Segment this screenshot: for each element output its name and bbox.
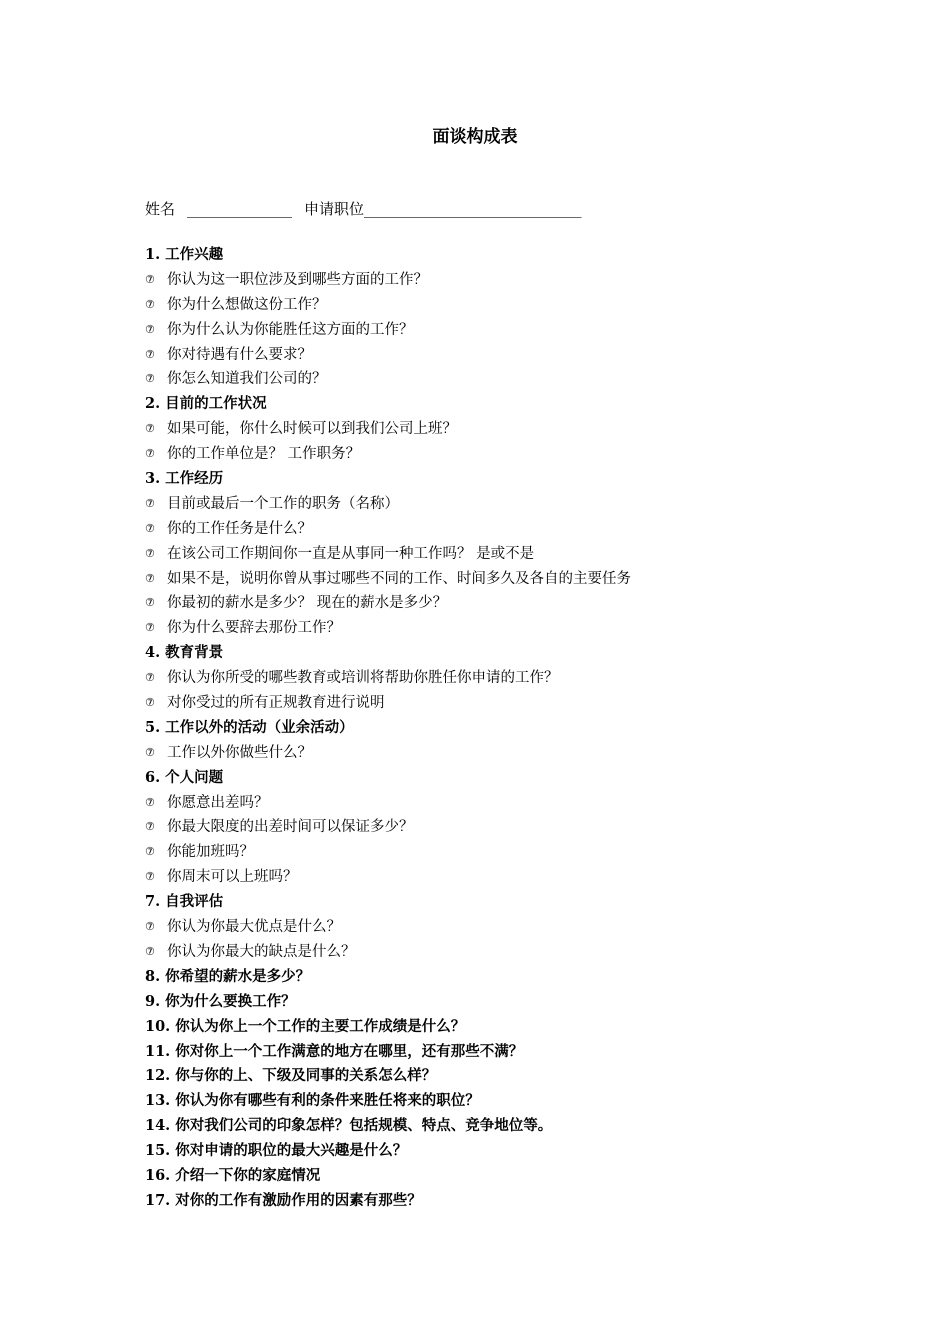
question-item bbox=[145, 268, 865, 293]
question-text: 你对待遇有什么要求？ bbox=[167, 346, 312, 363]
bullet-icon: ⑦ bbox=[145, 546, 155, 560]
bullet-icon: ⑦ bbox=[145, 521, 155, 535]
bullet-icon: ⑦ bbox=[145, 596, 155, 610]
section-heading: 11. 你对你上一个工作满意的地方在哪里，还有那些不满？ bbox=[145, 1042, 524, 1060]
question-text: 你最初的薪水是多少？ 现在的薪水是多少？ bbox=[167, 595, 448, 612]
section-heading: 10. 你认为你上一个工作的主要工作成绩是什么？ bbox=[145, 1017, 466, 1035]
section-heading: 9. 你为什么要换工作？ bbox=[145, 992, 296, 1010]
question-text: 如果可能，你什么时候可以到我们公司上班？ bbox=[167, 421, 457, 438]
section-heading: 17. 对你的工作有激励作用的因素有那些？ bbox=[145, 1191, 422, 1209]
question-text: 你的工作单位是？ 工作职务？ bbox=[167, 446, 361, 463]
bullet-icon: ⑦ bbox=[145, 696, 155, 710]
bullet-icon: ⑦ bbox=[145, 272, 155, 286]
question-text: 你为什么要辞去那份工作？ bbox=[167, 620, 341, 637]
section-heading: 1. 工作兴趣 bbox=[145, 246, 224, 263]
question-item bbox=[145, 791, 865, 816]
question-item bbox=[145, 542, 865, 567]
question-item bbox=[145, 367, 865, 392]
question-item bbox=[145, 343, 865, 368]
section-heading: 7. 自我评估 bbox=[145, 893, 224, 911]
bullet-icon: ⑦ bbox=[145, 870, 155, 884]
question-item bbox=[145, 741, 865, 766]
applicant-fields bbox=[145, 197, 582, 221]
bullet-icon: ⑦ bbox=[145, 422, 155, 436]
question-item bbox=[145, 492, 865, 517]
bullet-icon: ⑦ bbox=[145, 571, 155, 585]
name-blank: ______________ bbox=[187, 200, 293, 218]
section-heading: 6. 个人问题 bbox=[145, 768, 224, 786]
bullet-icon: ⑦ bbox=[145, 447, 155, 461]
question-item bbox=[145, 815, 865, 840]
section-heading: 4. 教育背景 bbox=[145, 644, 224, 662]
question-item bbox=[145, 865, 865, 890]
question-item bbox=[145, 691, 865, 716]
question-text: 你的工作任务是什么？ bbox=[167, 520, 312, 537]
bullet-icon: ⑦ bbox=[145, 920, 155, 934]
bullet-icon: ⑦ bbox=[145, 372, 155, 386]
section-heading: 2. 目前的工作状况 bbox=[145, 395, 267, 413]
section-heading: 12. 你与你的上、下级及同事的关系怎么样？ bbox=[145, 1067, 437, 1085]
section-heading: 14. 你对我们公司的印象怎样？包括规模、特点、竞争地位等。 bbox=[145, 1117, 553, 1135]
question-text: 你认为你所受的哪些教育或培训将帮助你胜任你申请的工作？ bbox=[167, 670, 559, 687]
question-text: 如果不是，说明你曾从事过哪些不同的工作、时间多久及各自的主要任务 bbox=[167, 570, 631, 587]
question-text: 目前或最后一个工作的职务（名称） bbox=[167, 495, 399, 512]
question-text: 你为什么认为你能胜任这方面的工作？ bbox=[167, 321, 414, 338]
question-text: 工作以外你做些什么？ bbox=[167, 744, 312, 761]
bullet-icon: ⑦ bbox=[145, 621, 155, 635]
question-item bbox=[145, 840, 865, 865]
section-heading: 5. 工作以外的活动（业余活动） bbox=[145, 718, 354, 736]
question-text: 你最大限度的出差时间可以保证多少？ bbox=[167, 819, 414, 836]
bullet-icon: ⑦ bbox=[145, 322, 155, 336]
bullet-icon: ⑦ bbox=[145, 347, 155, 361]
position-blank: _____________________________ bbox=[364, 200, 582, 218]
name-label: 姓名 bbox=[145, 200, 176, 218]
bullet-icon: ⑦ bbox=[145, 820, 155, 834]
section-heading: 15. 你对申请的职位的最大兴趣是什么？ bbox=[145, 1142, 408, 1160]
question-item bbox=[145, 591, 865, 616]
question-text: 你认为你最大优点是什么？ bbox=[167, 919, 341, 936]
question-item bbox=[145, 517, 865, 542]
section-heading: 3. 工作经历 bbox=[145, 470, 224, 488]
bullet-icon: ⑦ bbox=[145, 671, 155, 685]
section-heading: 8. 你希望的薪水是多少？ bbox=[145, 967, 311, 985]
question-text: 你认为你最大的缺点是什么？ bbox=[167, 943, 356, 960]
bullet-icon: ⑦ bbox=[145, 496, 155, 510]
bullet-icon: ⑦ bbox=[145, 845, 155, 859]
question-list bbox=[145, 243, 865, 1214]
bullet-icon: ⑦ bbox=[145, 297, 155, 311]
question-text: 在该公司工作期间你一直是从事同一种工作吗？ 是或不是 bbox=[167, 545, 535, 562]
bullet-icon: ⑦ bbox=[145, 745, 155, 759]
question-item bbox=[145, 293, 865, 318]
question-text: 对你受过的所有正规教育进行说明 bbox=[167, 695, 385, 712]
question-item bbox=[145, 940, 865, 965]
section-heading: 13. 你认为你有哪些有利的条件来胜任将来的职位？ bbox=[145, 1092, 480, 1110]
question-item bbox=[145, 417, 865, 442]
question-text: 你为什么想做这份工作？ bbox=[167, 296, 327, 313]
bullet-icon: ⑦ bbox=[145, 795, 155, 809]
position-label: 申请职位 bbox=[304, 200, 365, 218]
question-text: 你周末可以上班吗？ bbox=[167, 869, 298, 886]
question-text: 你能加班吗？ bbox=[167, 844, 254, 861]
question-text: 你认为这一职位涉及到哪些方面的工作？ bbox=[167, 271, 428, 288]
question-item bbox=[145, 318, 865, 343]
bullet-icon: ⑦ bbox=[145, 944, 155, 958]
page-title: 面谈构成表 bbox=[432, 127, 518, 147]
question-item bbox=[145, 915, 865, 940]
question-item bbox=[145, 616, 865, 641]
question-text: 你愿意出差吗？ bbox=[167, 794, 269, 811]
question-item bbox=[145, 442, 865, 467]
question-item bbox=[145, 666, 865, 691]
question-text: 你怎么知道我们公司的？ bbox=[167, 371, 327, 388]
question-item bbox=[145, 567, 865, 592]
section-heading: 16. 介绍一下你的家庭情况 bbox=[145, 1166, 321, 1184]
